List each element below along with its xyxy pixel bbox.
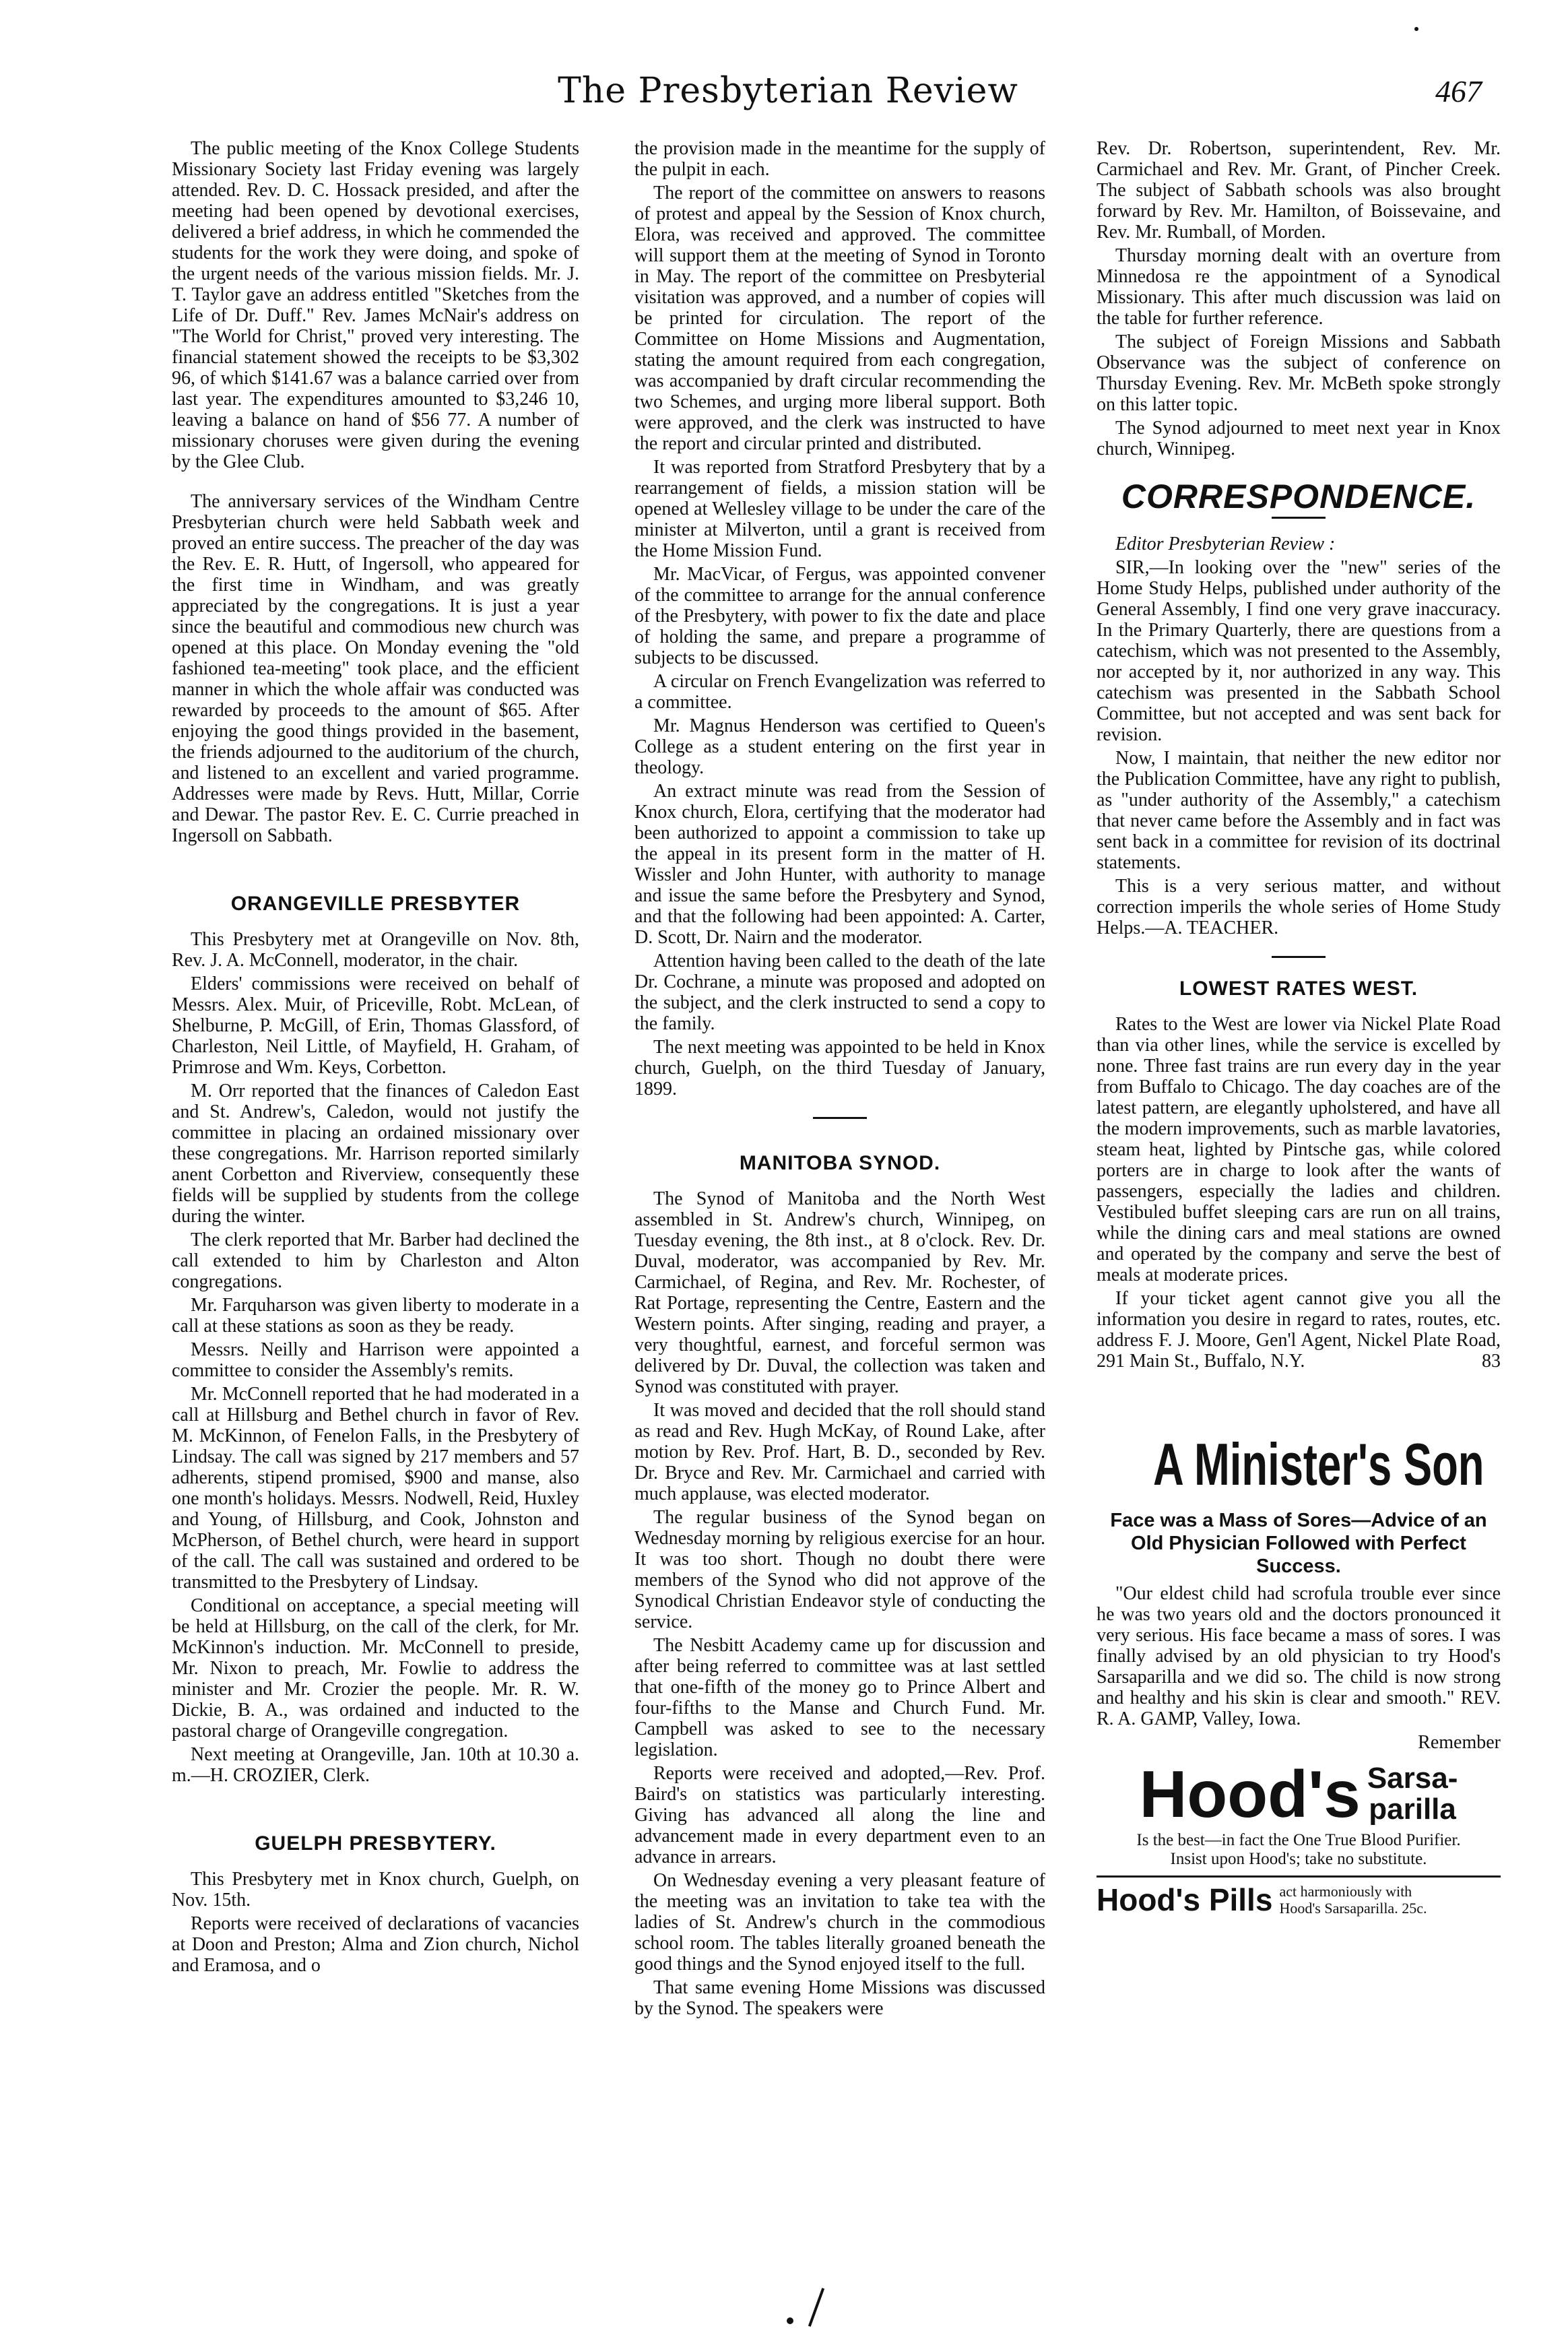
paragraph: The Synod adjourned to meet next year in Knox church, Winnipeg. — [1097, 418, 1501, 459]
section-heading-manitoba: MANITOBA SYNOD. — [739, 1152, 941, 1174]
paragraph: The clerk reported that Mr. Barber had declined the call extended to him by Charleston and Alton congregations. — [172, 1229, 579, 1292]
advertisement-subhead: Face was a Mass of Sores—Advice of an Old Physician Followed with Perfect Success. — [1110, 1510, 1487, 1577]
paragraph: This is a very serious matter, and without correction imperils the whole series of Home Study Helps.—A. TEACHER. — [1097, 876, 1501, 938]
hoods-pills-banner — [1097, 1875, 1501, 1917]
paragraph: The Synod of Manitoba and the North West assembled in St. Andrew's church, Winnipeg, on Tuesday evening, the 8th inst., at 8 o'clock. Rev. Dr. Duval, moderator, was accompanied by Rev. Mr. Carmichael, of Regina, and Rev. Mr. Rochester, of Rat Portage, representing the Centre, Eastern and the Western points. After singing, reading and prayer, a very thoughtful, earnest, and forceful sermon was delivered by Dr. Duval, the collection was taken and Synod was constituted with prayer. — [634, 1188, 1045, 1397]
ink-dot — [1414, 27, 1418, 31]
divider — [1272, 956, 1326, 958]
notice-number: 83 — [1482, 1351, 1501, 1372]
paragraph: The Nesbitt Academy came up for discussion and after being referred to committee was at last settled that one-fifth of the money go to Prince Albert and four-fifths to the Manse and Church Fund. Mr. Campbell was asked to see to the necessary legislation. — [634, 1635, 1045, 1760]
paragraph: Mr. MacVicar, of Fergus, was appointed convener of the committee to arrange for the annual conference of the Presbytery, with power to fix the date and place of holding the same, and prepare a programme of subjects to be discussed. — [634, 564, 1045, 668]
paragraph: The subject of Foreign Missions and Sabbath Observance was the subject of conference on Thursday Evening. Rev. Mr. McBeth spoke strongly on this latter topic. — [1097, 331, 1501, 415]
paragraph: The regular business of the Synod began on Wednesday morning by religious exercise for an hour. It was too short. Though no doubt there were members of the Synod who did not approve of the Synodical Christian Endeavor style of conducting the service. — [634, 1507, 1045, 1632]
section-heading-guelph: GUELPH PRESBYTERY. — [255, 1832, 496, 1855]
paragraph: Mr. McConnell reported that he had moderated in a call at Hillsburg and Bethel church in favor of Rev. M. McKinnon, of Fenelon Falls, in the Presbytery of Lindsay. The call was signed by 217 members and 57 adherents, stipend promised, $900 and manse, also one month's holidays. Messrs. Nodwell, Reid, Huxley and Young, of Hillsburg, and Cook, Johnston and McPherson, of Bethel church, were heard in support of the call. The call was sustained and ordered to be transmitted to the Presbytery of Lindsay. — [172, 1384, 579, 1593]
hoods-wordmark: Hood's — [1139, 1757, 1361, 1831]
column-right — [1097, 138, 1501, 2193]
pills-text-line2: Hood's Sarsaparilla. 25c. — [1279, 1900, 1427, 1917]
paragraph: M. Orr reported that the finances of Caledon East and St. Andrew's, Caledon, would not justify the committee in placing an ordained missionary over these congregations. Mr. Harrison reported similarly anent Corbetton and Riverview, consequently these fields will be supplied by students from the college during the winter. — [172, 1081, 579, 1227]
paragraph: The anniversary services of the Windham Centre Presbyterian church were held Sabbath week and proved an entire success. The preacher of the day was the Rev. E. R. Hutt, of Ingersoll, who appeared for the first time in Windham, and was greatly appreciated by the congregations. It is just a year since the beautiful and commodious new church was opened at this place. On Monday evening the "old fashioned tea-meeting" took place, and the efficient manner in which the whole affair was conducted was rewarded by proceeds to the amount of $65. After enjoying the good things provided in the basement, the friends adjourned to the auditorium of the church, and listened to an excellent and varied programme. Addresses were made by Revs. Hutt, Millar, Corrie and Dewar. The pastor Rev. E. C. Currie preached in Ingersoll on Sabbath. — [172, 491, 579, 846]
advertisement-fineprint: Is the best—in fact the One True Blood Purifier. — [1136, 1831, 1461, 1849]
divider — [1272, 517, 1326, 519]
paragraph: This Presbytery met in Knox church, Guelph, on Nov. 15th. — [172, 1869, 579, 1911]
paragraph: Rates to the West are lower via Nickel Plate Road than via other lines, while the service is excelled by none. Three fast trains are run every day in the year from Buffalo to Chicago. The day coaches are of the latest pattern, are elegantly upholstered, and have all the modern improvements, such as marble lavatories, steam heat, lighted by Pintsche gas, while colored porters are in charge to look after the wants of passengers, especially the ladies and children. Vestibuled buffet sleeping cars are run on all trains, while the dining cars and meal stations are owned and operated by the company and serve the best of meals at moderate prices. — [1097, 1014, 1501, 1285]
letter-salutation: Editor Presbyterian Review : — [1115, 534, 1336, 554]
advertisement-body: "Our eldest child had scrofula trouble ever since he was two years old and the doctors pronounced it very serious. His face became a mass of sores. I was finally advised by an old physician to try Hood's Sarsaparilla and we did so. The child is now strong and healthy and his skin is clear and smooth." REV. R. A. GAMP, Valley, Iowa. — [1097, 1583, 1501, 1729]
column-middle — [634, 138, 1045, 2193]
paragraph: Attention having been called to the death of the late Dr. Cochrane, a minute was proposed and adopted on the subject, and the clerk instructed to send a copy to the family. — [634, 951, 1045, 1034]
rates-contact: If your ticket agent cannot give you all the information you desire in regard to rates, routes, etc. address F. J. Moore, Gen'l Agent, Nickel Plate Road, 291 Main St., Buffalo, N.Y. — [1097, 1288, 1501, 1372]
paragraph: This Presbytery met at Orangeville on Nov. 8th, Rev. J. A. McConnell, moderator, in the chair. — [172, 929, 579, 971]
section-heading-correspondence: CORRESPONDENCE. — [1121, 478, 1476, 515]
paragraph: Now, I maintain, that neither the new editor nor the Publication Committee, have any right to publish, as "under authority of the Assembly," a catechism that never came before the Assembly and in fact was sent back in a committee for revision of its doctrinal statements. — [1097, 748, 1501, 873]
paragraph — [1097, 1288, 1501, 1372]
pills-text — [1279, 1883, 1427, 1917]
paragraph: On Wednesday evening a very pleasant feature of the meeting was an invitation to take tea with the ladies of St. Andrew's church in the commodious school room. The tables literally groaned beneath the good things and the Synod enjoyed itself to the full. — [634, 1870, 1045, 1975]
ink-blot — [808, 2288, 824, 2327]
sarsaparilla-line2: parilla — [1369, 1793, 1456, 1826]
paragraph: Reports were received and adopted,—Rev. Prof. Baird's on statistics was particularly interesting. Giving has advanced all along the line and advancement made in every department even to an advance in arrears. — [634, 1763, 1045, 1867]
paragraph: Rev. Dr. Robertson, superintendent, Rev. Mr. Carmichael and Rev. Mr. Grant, of Pincher Creek. The subject of Sabbath schools was also brought forward by Rev. Mr. Hamilton, of Boissevaine, and Rev. Mr. Rumball, of Morden. — [1097, 138, 1501, 243]
paragraph: Mr. Farquharson was given liberty to moderate in a call at these stations as soon as they be ready. — [172, 1295, 579, 1337]
paragraph: An extract minute was read from the Session of Knox church, Elora, certifying that the moderator had been authorized to appoint a commission to take up the appeal in its present form in the matter of H. Wissler and John Hunter, with authority to manage and issue the same before the Presbytery and Synod, and that the following had been appointed: A. Carter, D. Scott, Dr. Nairn and the moderator. — [634, 781, 1045, 948]
advertisement-headline: A Minister's Son — [1153, 1431, 1484, 1498]
paragraph: The report of the committee on answers to reasons of protest and appeal by the Session of Knox church, Elora, was received and approved. The committee will support them at the meeting of Synod in Toronto in May. The report of the committee on Presbyterial visitation was approved, and a number of copies will be printed for circulation. The report of the Committee on Home Missions and Augmentation, stating the amount required from each congregation, was accompanied by draft circular recommending the two Schemes, and urging more liberal support. Both were approved, and the clerk was instructed to have the report and circular printed and distributed. — [634, 183, 1045, 454]
sarsaparilla-label — [1367, 1763, 1458, 1825]
paragraph: Reports were received of declarations of vacancies at Doon and Preston; Alma and Zion church, Nichol and Eramosa, and o — [172, 1913, 579, 1976]
paragraph: the provision made in the meantime for the supply of the pulpit in each. — [634, 138, 1045, 180]
paragraph: SIR,—In looking over the "new" series of the Home Study Helps, published under authority of the General Assembly, I find one very grave inaccuracy. In the Primary Quarterly, there are questions from a catechism, which was not presented to the Assembly, nor accepted by it, nor authorized in any way. This catechism was presented in the Sabbath School Committee, but not accepted and was sent back for revision. — [1097, 557, 1501, 745]
ink-blot — [787, 2317, 793, 2324]
pills-wordmark: Hood's Pills — [1097, 1882, 1273, 1917]
paragraph: A circular on French Evangelization was referred to a committee. — [634, 671, 1045, 713]
paragraph: Thursday morning dealt with an overture from Minnedosa re the appointment of a Synodical Missionary. This after much discussion was laid on the table for further reference. — [1097, 245, 1501, 329]
journal-title: The Presbyterian Review — [558, 71, 1018, 111]
paragraph: The next meeting was appointed to be held in Knox church, Guelph, on the third Tuesday of January, 1899. — [634, 1037, 1045, 1099]
page-number: 467 — [1435, 74, 1482, 108]
paragraph: Next meeting at Orangeville, Jan. 10th at 10.30 a. m.—H. CROZIER, Clerk. — [172, 1744, 579, 1786]
sarsaparilla-line1: Sarsa- — [1367, 1762, 1458, 1795]
divider — [813, 1117, 867, 1119]
hoods-logo — [1097, 1757, 1501, 1831]
paragraph: It was reported from Stratford Presbytery that by a rearrangement of fields, a mission station will be opened at Wellesley village to be under the care of the minister at Milverton, until a grant is received from the Home Mission Fund. — [634, 457, 1045, 561]
paragraph: That same evening Home Missions was discussed by the Synod. The speakers were — [634, 1977, 1045, 2019]
paragraph: It was moved and decided that the roll should stand as read and Rev. Hugh McKay, of Round Lake, after motion by Rev. Prof. Hart, B. D., seconded by Rev. Dr. Bryce and Rev. Mr. Carmichael and carried with much applause, was elected moderator. — [634, 1400, 1045, 1504]
advertisement-fineprint: Insist upon Hood's; take no substitute. — [1170, 1850, 1427, 1868]
page-header — [94, 64, 1482, 125]
paragraph: Mr. Magnus Henderson was certified to Queen's College as a student entering on the first year in theology. — [634, 715, 1045, 778]
pills-text-line1: act harmoniously with — [1279, 1883, 1412, 1900]
paragraph: Messrs. Neilly and Harrison were appointed a committee to consider the Assembly's remits. — [172, 1339, 579, 1381]
section-heading-orangeville: ORANGEVILLE PRESBYTER — [230, 893, 521, 915]
paragraph: Conditional on acceptance, a special meeting will be held at Hillsburg, on the call of the clerk, for Mr. McKinnon's induction. Mr. McConnell to preside, Mr. Nixon to preach, Mr. Fowlie to address the minister and Mr. Crozier the people. Mr. R. W. Dickie, B. A., was ordained and inducted to the pastoral charge of Orangeville congregation. — [172, 1595, 579, 1741]
paragraph: The public meeting of the Knox College Students Missionary Society last Friday evening was largely attended. Rev. D. C. Hossack presided, and after the meeting had been opened by devotional exercises, delivered a brief address, in which he commended the students for the work they were doing, and spoke of the urgent needs of the various mission fields. Mr. J. T. Taylor gave an address entitled "Sketches from the Life of Dr. Duff." Rev. James McNair's address on "The World for Christ," proved very interesting. The financial statement showed the receipts to be $3,302 96, of which $141.67 was a balance carried over from last year. The expenditures amounted to $3,246 10, leaving a balance on hand of $56 77. A number of missionary choruses were given during the evening by the Glee Club. — [172, 138, 579, 472]
paragraph: Elders' commissions were received on behalf of Messrs. Alex. Muir, of Priceville, Robt. McLean, of Shelburne, P. McGill, of Erin, Thomas Glassford, of Charleston, Neil Little, of Mayfield, H. Graham, of Primrose and Wm. Keys, Corbetton. — [172, 973, 579, 1078]
advertisement-remember: Remember — [1418, 1732, 1501, 1753]
section-heading-rates: LOWEST RATES WEST. — [1179, 977, 1418, 1000]
column-left — [172, 138, 579, 2193]
